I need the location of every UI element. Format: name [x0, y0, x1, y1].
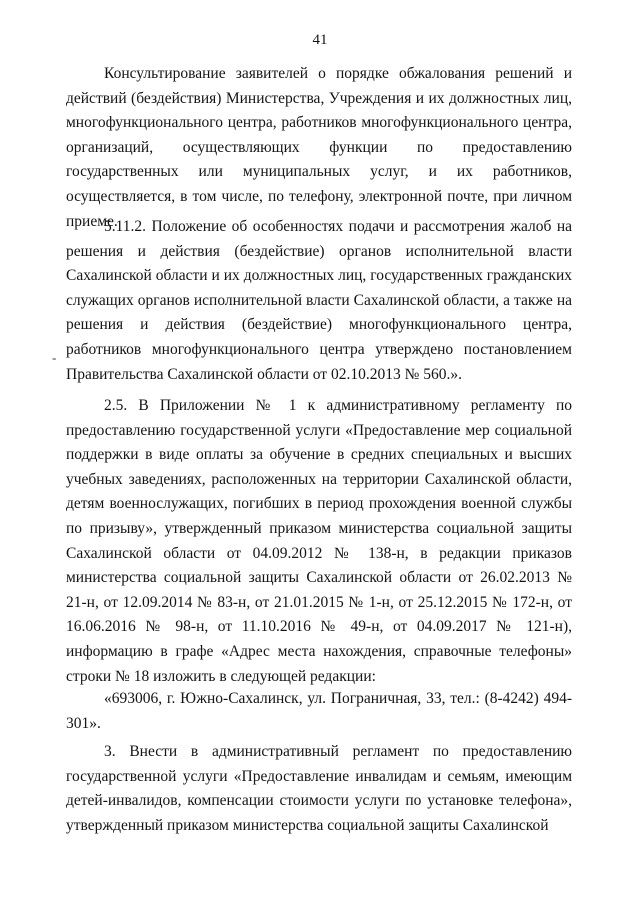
paragraph-3: 3. Внести в административный регламент по предоставлению государственной услуги «Предоставление инвалидам и семьям, имеющим детей-инвалидов, компенсации стоимости услуги по установке телефона», утвержденный приказом министерства социальной защиты Сахалинской	[66, 743, 572, 834]
page-number: 41	[312, 32, 328, 48]
paragraph-2-5: 2.5. В Приложении № 1 к административному регламенту по предоставлению государственной услуги «Предоставление мер социальной поддержки в виде оплаты за обучение в средних специальных и высших учебных заведениях, расположенных на территории Сахалинской области, детям военнослужащих, погибших в период прохождения военной службы по призыву», утвержденный приказом министерства социальной защиты Сахалинской области от 04.09.2012 № 138-н, в редакции приказов министерства социальной защиты Сахалинской области от 26.02.2013 № 21-н, от 12.09.2014 № 83-н, от 21.01.2015 № 1-н, от 25.12.2015 № 172-н, от 16.06.2016 № 98-н, от 11.10.2016 № 49-н, от 04.09.2017 № 121-н), информацию в графе «Адрес места нахождения, справочные телефоны» строки № 18 изложить в следующей редакции:	[66, 397, 572, 685]
paragraph-consultation: Консультирование заявителей о порядке обжалования решений и действий (бездействия) Министерства, Учреждения и их должностных лиц, многофункционального центра, работников многофункционального центра, организаций, осуществляющих функции по предоставлению государственных или муниципальных услуг, и их работников, осуществляется, в том числе, по телефону, электронной почте, при личном приеме.	[66, 65, 572, 230]
paragraph-5-11-2: 5.11.2. Положение об особенностях подачи и рассмотрения жалоб на решения и действия (бездействие) органов исполнительной власти Сахалинской области и их должностных лиц, государственных гражданских служащих органов исполнительной власти Сахалинской области, а также на решения и действия (бездействие) многофункционального центра, работников многофункционального центра утверждено постановлением Правительства Сахалинской области от 02.10.2013 № 560.».	[66, 218, 572, 383]
paragraph-address: «693006, г. Южно-Сахалинск, ул. Пограничная, 33, тел.: (8-4242) 494-301».	[66, 690, 572, 732]
margin-mark: -	[52, 350, 57, 365]
